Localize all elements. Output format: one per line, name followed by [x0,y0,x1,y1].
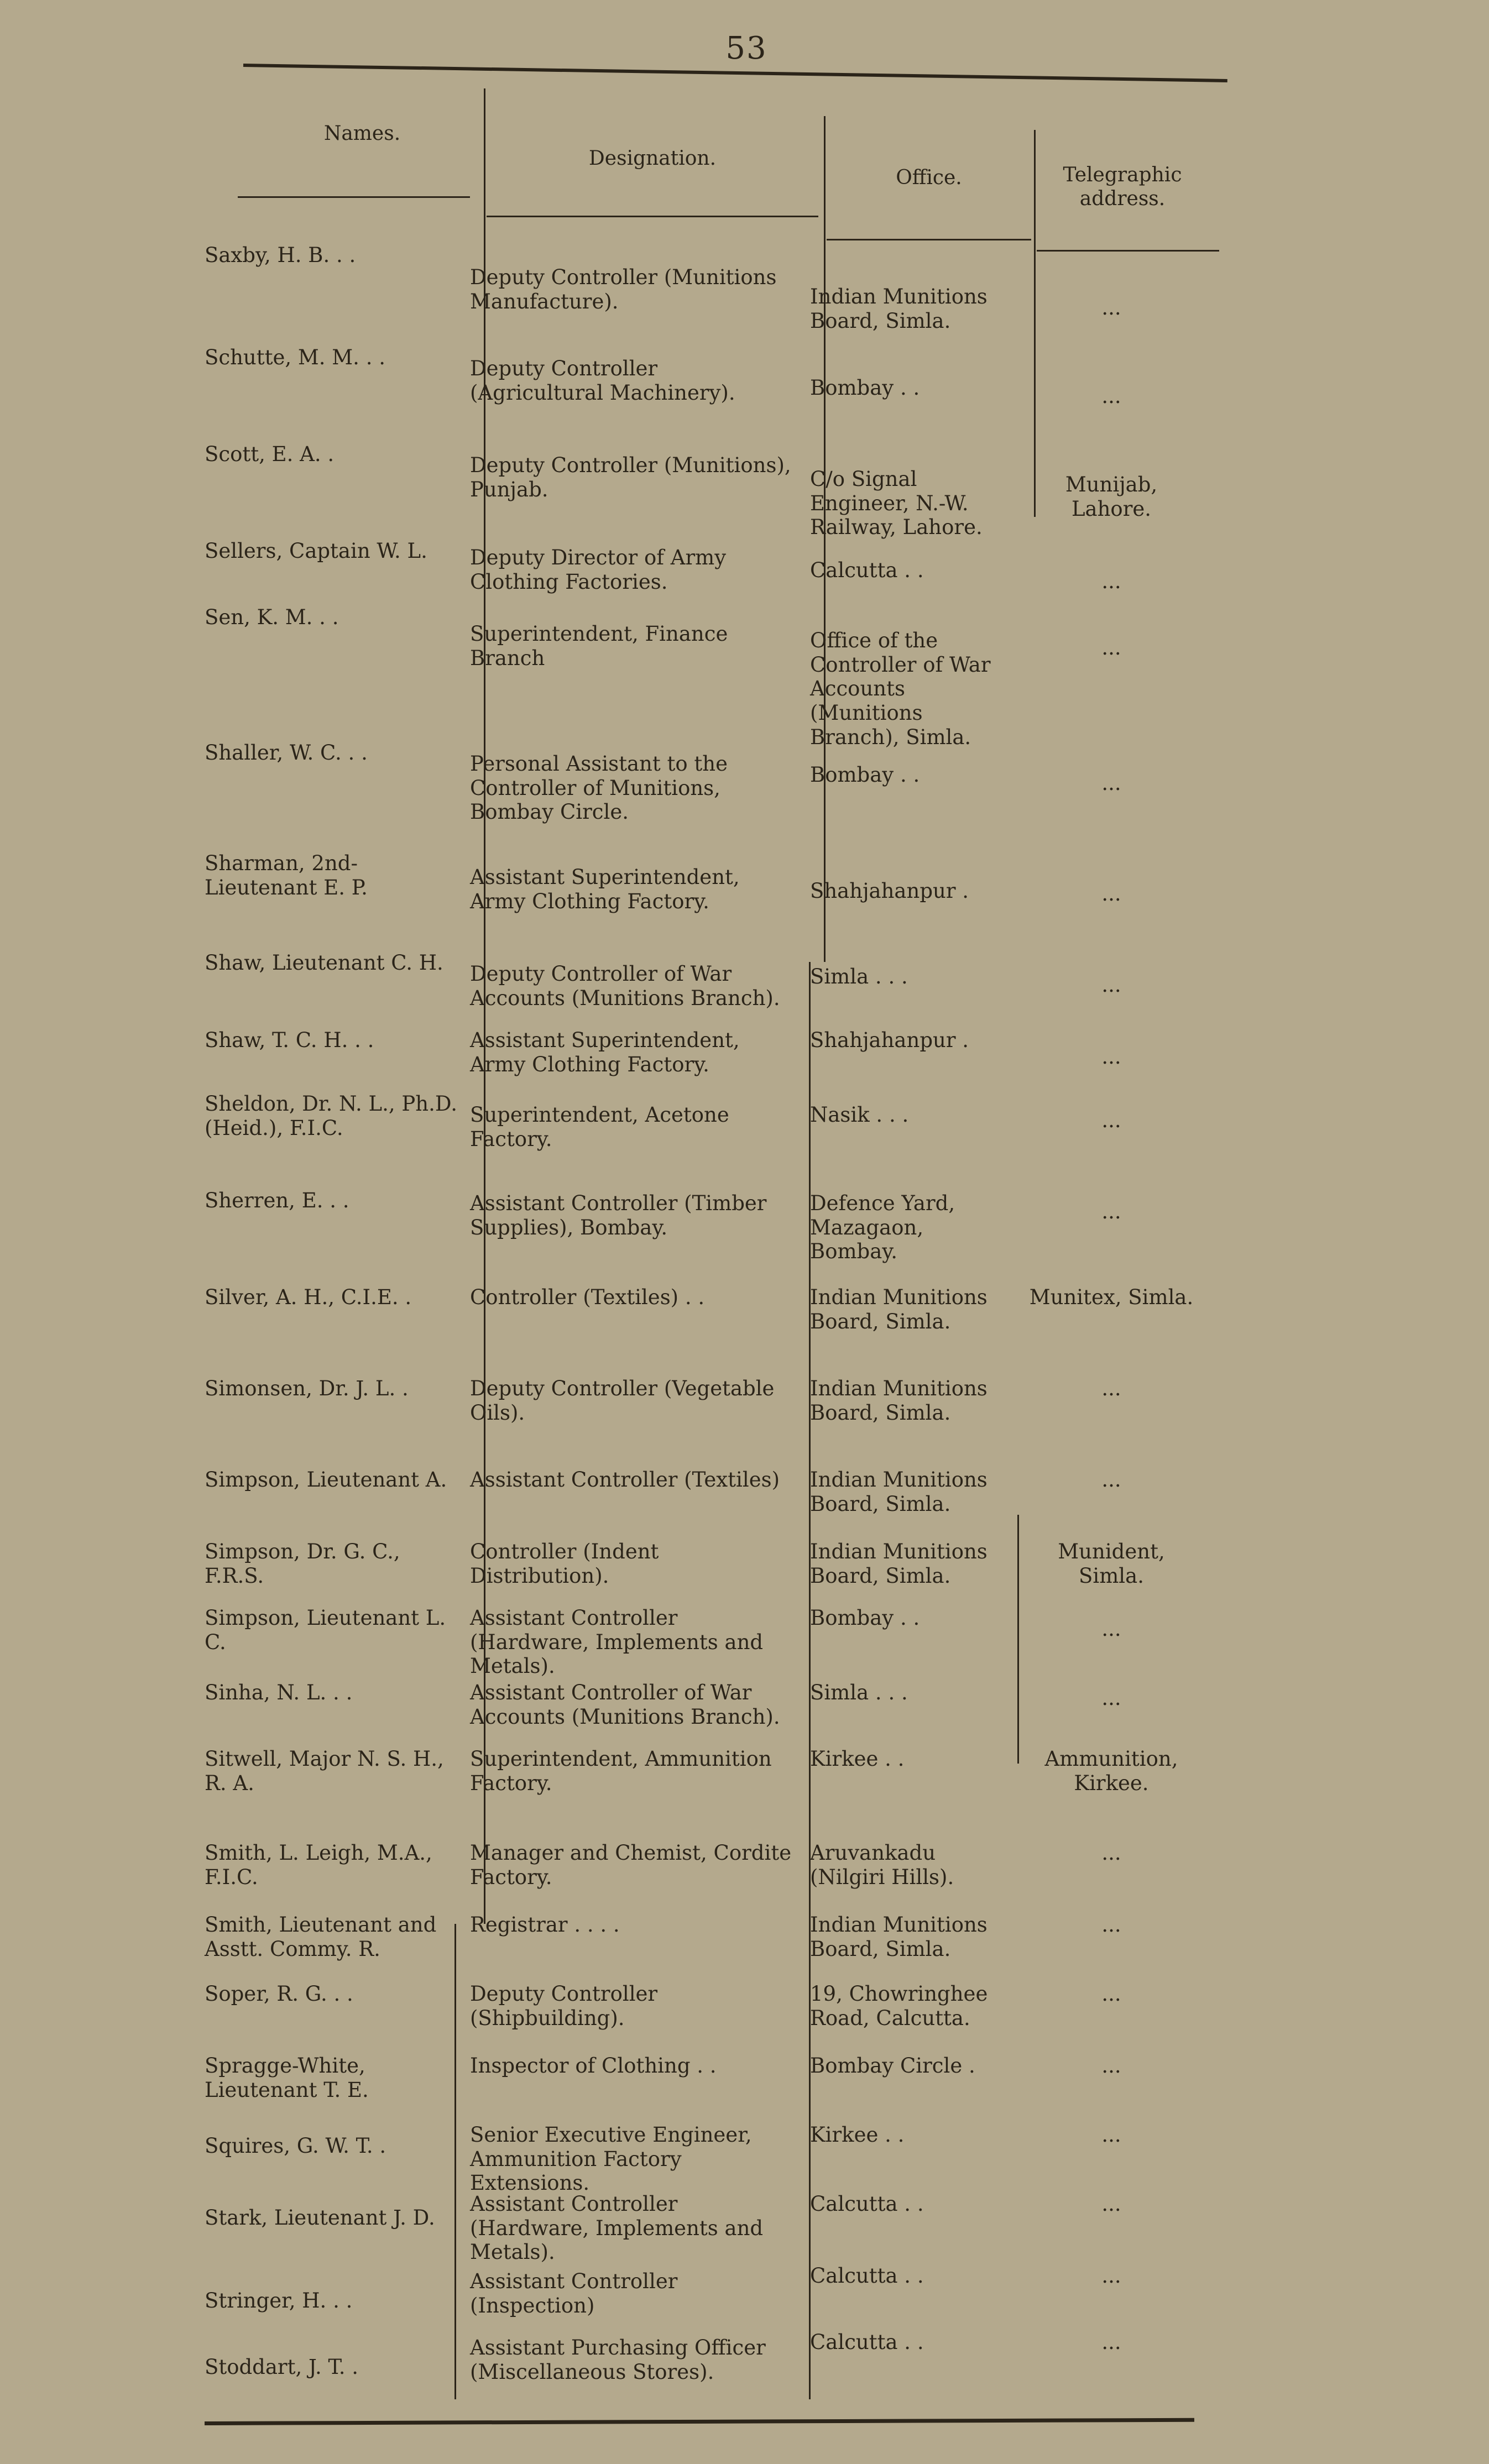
entry-name: Stoddart, J. T. . [205,2355,359,2379]
entry-name: Sheldon, Dr. N. L., Ph.D. (Heid.), F.I.C. [205,1092,458,1140]
column-rule-3 [1034,130,1036,517]
entry-name: Stringer, H. . . [205,2289,353,2313]
entry-telegraphic: ... [1101,569,1121,593]
entry-telegraphic: ... [1101,2264,1121,2288]
entry-office: Defence Yard, Mazagaon, Bombay. [810,1191,955,1264]
entry-telegraphic: ... [1101,1045,1121,1069]
entry-office: Calcutta . . [810,558,924,582]
top-rule [243,64,1227,82]
entry-designation: Deputy Controller (Munitions), Punjab. [470,453,791,501]
header-designation: Designation. [588,147,717,170]
entry-name: Simonsen, Dr. J. L. . [205,1377,409,1400]
header-designation-underline [487,216,818,217]
entry-office: Bombay . . [810,376,920,400]
entry-office: Simla . . . [810,1681,908,1704]
header-telegraphic: Telegraphic address. [1063,164,1182,211]
entry-designation: Personal Assistant to the Controller of Munitions, Bombay Circle. [470,752,728,824]
entry-designation: Senior Executive Engineer, Ammunition Factory Extensions. [470,2123,752,2195]
entry-name: Sitwell, Major N. S. H., R. A. [205,1747,444,1795]
entry-office: Indian Munitions Board, Simla. [810,1540,988,1588]
entry-telegraphic: ... [1101,384,1121,408]
entry-office: Indian Munitions Board, Simla. [810,285,988,333]
entry-telegraphic: ... [1101,296,1121,320]
entry-name: Schutte, M. M. . . [205,346,385,369]
entry-office: Indian Munitions Board, Simla. [810,1468,988,1516]
entry-designation: Assistant Controller (Inspection) [470,2269,678,2317]
entry-designation: Registrar . . . . [470,1913,620,1937]
entry-name: Squires, G. W. T. . [205,2134,386,2158]
entry-name: Simpson, Dr. G. C., F.R.S. [205,1540,400,1588]
header-office-underline [827,239,1031,240]
entry-telegraphic: ... [1101,2054,1121,2078]
entry-designation: Controller (Textiles) . . [470,1285,705,1309]
entry-telegraphic: ... [1101,1200,1121,1223]
entry-office: Indian Munitions Board, Simla. [810,1913,988,1961]
entry-telegraphic: ... [1101,771,1121,795]
entry-office: Kirkee . . [810,2123,905,2147]
entry-designation: Deputy Controller (Shipbuilding). [470,1982,658,2030]
entry-designation: Assistant Purchasing Officer (Miscellaneous Stores). [470,2336,766,2384]
entry-telegraphic: ... [1101,1913,1121,1937]
entry-designation: Superintendent, Acetone Factory. [470,1103,729,1151]
entry-telegraphic: Ammunition, Kirkee. [1044,1747,1178,1795]
entry-designation: Inspector of Clothing . . [470,2054,717,2078]
column-rule-3b [1017,1515,1019,1764]
entry-name: Sellers, Captain W. L. [205,539,427,563]
entry-telegraphic: ... [1101,1982,1121,2006]
entry-name: Sinha, N. L. . . [205,1681,353,1704]
entry-office: C/o Signal Engineer, N.-W. Railway, Lahore. [810,467,983,540]
entry-name: Simpson, Lieutenant A. [205,1468,447,1492]
header-names: Names. [323,122,401,145]
entry-office: Bombay Circle . [810,2054,975,2078]
entry-office: 19, Chowringhee Road, Calcutta. [810,1982,988,2030]
header-office: Office. [896,166,962,189]
entry-office: Shahjahanpur . [810,1028,969,1052]
entry-office: Aruvankadu (Nilgiri Hills). [810,1841,954,1889]
entry-telegraphic: ... [1101,2330,1121,2354]
entry-telegraphic: ... [1101,882,1121,906]
entry-designation: Controller (Indent Distribution). [470,1540,659,1588]
entry-office: Calcutta . . [810,2264,924,2288]
entry-designation: Assistant Controller (Timber Supplies), Bombay. [470,1191,767,1239]
entry-name: Scott, E. A. . [205,442,335,466]
entry-telegraphic: ... [1101,1841,1121,1865]
entry-designation: Deputy Controller (Vegetable Oils). [470,1377,775,1425]
entry-designation: Assistant Superintendent, Army Clothing Factory. [470,1028,740,1076]
header-names-underline [238,196,470,198]
bottom-rule [205,2418,1194,2425]
entry-name: Saxby, H. B. . . [205,243,356,267]
entry-office: Simla . . . [810,965,908,988]
entry-designation: Deputy Controller (Munitions Manufacture). [470,265,777,313]
entry-name: Stark, Lieutenant J. D. [205,2206,435,2230]
entry-telegraphic: Munitex, Simla. [1029,1285,1194,1309]
entry-office: Office of the Controller of War Accounts (Munitions Branch), Simla. [810,629,991,749]
entry-office: Indian Munitions Board, Simla. [810,1285,988,1333]
entry-telegraphic: ... [1101,1377,1121,1400]
entry-telegraphic: Munijab, Lahore. [1065,473,1158,521]
entry-name: Sherren, E. . . [205,1189,349,1212]
entry-office: Kirkee . . [810,1747,905,1771]
entry-name: Soper, R. G. . . [205,1982,353,2006]
entry-name: Shaw, T. C. H. . . [205,1028,374,1052]
entry-designation: Deputy Controller (Agricultural Machinery). [470,357,735,405]
entry-telegraphic: ... [1101,1617,1121,1641]
entry-designation: Assistant Controller (Hardware, Implements and Metals). [470,2192,764,2264]
entry-telegraphic: ... [1101,636,1121,660]
entry-name: Sen, K. M. . . [205,605,339,629]
entry-office: Shahjahanpur . [810,879,969,903]
entry-name: Spragge-White, Lieutenant T. E. [205,2054,369,2102]
entry-telegraphic: ... [1101,1468,1121,1492]
entry-designation: Deputy Controller of War Accounts (Munitions Branch). [470,962,780,1010]
entry-designation: Superintendent, Finance Branch [470,622,728,670]
entry-office: Bombay . . [810,1606,920,1630]
entry-name: Smith, L. Leigh, M.A., F.I.C. [205,1841,432,1889]
entry-designation: Assistant Controller (Textiles) [470,1468,780,1492]
header-telegraphic-underline [1037,250,1219,252]
entry-telegraphic: ... [1101,2123,1121,2147]
entry-office: Calcutta . . [810,2330,924,2354]
entry-name: Smith, Lieutenant and Asstt. Commy. R. [205,1913,437,1961]
entry-name: Simpson, Lieutenant L. C. [205,1606,446,1654]
entry-designation: Superintendent, Ammunition Factory. [470,1747,772,1795]
entry-name: Sharman, 2nd-Lieutenant E. P. [205,851,368,899]
entry-telegraphic: ... [1101,973,1121,997]
entry-name: Shaw, Lieutenant C. H. [205,951,443,975]
page-number: 53 [725,30,767,66]
entry-telegraphic: Munident, Simla. [1058,1540,1165,1588]
entry-designation: Manager and Chemist, Cordite Factory. [470,1841,792,1889]
entry-office: Indian Munitions Board, Simla. [810,1377,988,1425]
entry-telegraphic: ... [1101,1686,1121,1710]
entry-designation: Deputy Director of Army Clothing Factories. [470,546,727,594]
entry-designation: Assistant Controller of War Accounts (Munitions Branch). [470,1681,780,1729]
entry-office: Calcutta . . [810,2192,924,2216]
entry-telegraphic: ... [1101,2192,1121,2216]
entry-name: Shaller, W. C. . . [205,741,368,765]
entry-telegraphic: ... [1101,1108,1121,1132]
entry-designation: Assistant Controller (Hardware, Implements and Metals). [470,1606,764,1678]
entry-name: Silver, A. H., C.I.E. . [205,1285,412,1309]
entry-office: Bombay . . [810,763,920,787]
entry-designation: Assistant Superintendent, Army Clothing Factory. [470,865,740,913]
entry-office: Nasik . . . [810,1103,909,1127]
